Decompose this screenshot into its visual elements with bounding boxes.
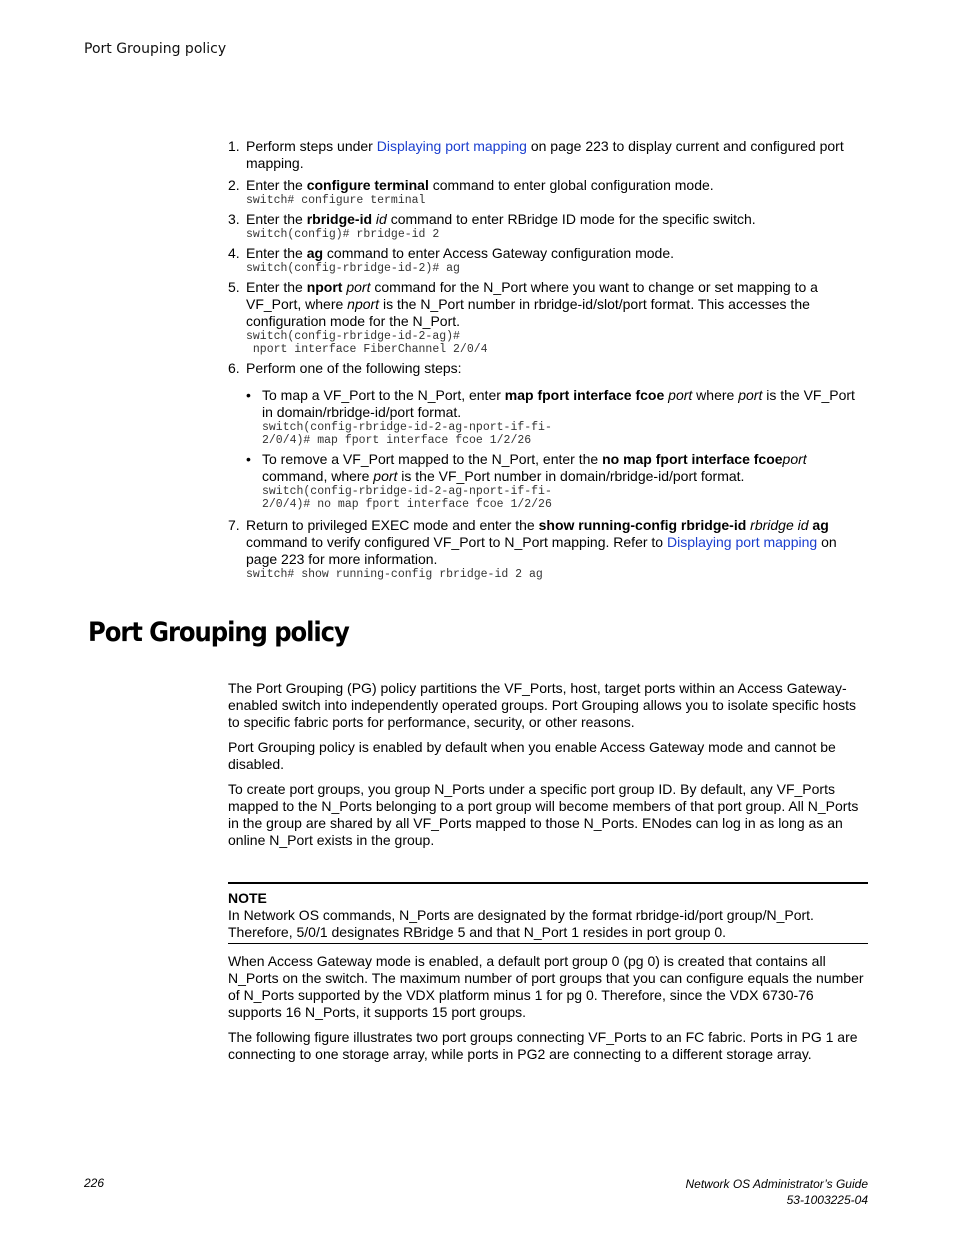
command-name: map fport interface fcoe: [504, 387, 665, 403]
command-name: configure terminal: [306, 177, 429, 193]
option-text: To remove a VF_Port mapped to the N_Port, enter the: [262, 451, 603, 467]
command-name: show running-config rbridge-id: [538, 517, 747, 533]
option-text: is the VF_Port number in domain/rbridge-id/port format.: [397, 468, 745, 484]
bullet-icon: •: [246, 387, 251, 403]
command-arg: id: [372, 211, 387, 227]
command-name: ag: [306, 245, 324, 261]
code-example: 2/0/4)# map fport interface fcoe 1/2/26: [262, 434, 532, 447]
code-example: switch(config-rbridge-id-2-ag-nport-if-fi-: [262, 485, 552, 498]
step-text: Return to privileged EXEC mode and enter the: [246, 517, 539, 533]
step-text: Enter the: [246, 211, 307, 227]
displaying-port-mapping-link[interactable]: Displaying port mapping: [376, 138, 527, 154]
step-2: [228, 177, 868, 207]
step-text: command to enter global configuration mode.: [428, 177, 714, 193]
step-text: command to enter RBridge ID mode for the specific switch.: [386, 211, 756, 227]
code-example: switch(config-rbridge-id-2)# ag: [246, 262, 460, 275]
step-number: 4.: [228, 245, 240, 261]
command-name: ag: [808, 517, 829, 533]
running-header: Port Grouping policy: [84, 41, 227, 57]
step-5: [228, 279, 868, 356]
option-text: command, where: [262, 468, 374, 484]
step-text: Enter the: [246, 279, 307, 295]
command-name: nport: [306, 279, 343, 295]
code-example: nport interface FiberChannel 2/0/4: [246, 343, 488, 356]
command-arg: port: [373, 468, 398, 484]
command-arg: nport: [347, 296, 380, 312]
command-name: no map fport interface fcoe: [602, 451, 783, 467]
step-text: on page 223 to display current and configured port mapping.: [246, 138, 844, 171]
step-3: [228, 211, 868, 241]
option-text: is the VF_Port in domain/rbridge-id/port format.: [262, 387, 855, 420]
command-arg: port: [664, 387, 693, 403]
code-example: switch(config)# rbridge-id 2: [246, 228, 440, 241]
step-number: 1.: [228, 138, 240, 154]
paragraph: The following figure illustrates two port groups connecting VF_Ports to an FC fabric. Ports in PG 1 are connecting to one storage array, while ports in PG2 are connecting to a different storage array.: [228, 1029, 858, 1062]
procedure-steps: [228, 138, 868, 581]
step-text: Enter the: [246, 177, 307, 193]
command-arg: port: [342, 279, 371, 295]
doc-number: 53-1003225-04: [786, 1193, 868, 1207]
step-text: command for the N_Port where you want to change or set mapping to a VF_Port, where: [246, 279, 818, 312]
step-number: 5.: [228, 279, 240, 295]
step-text: Perform one of the following steps:: [246, 360, 462, 376]
command-name: rbridge-id: [306, 211, 373, 227]
page-number: 226: [84, 1176, 105, 1190]
section-heading: Port Grouping policy: [88, 617, 349, 648]
command-arg: port: [738, 387, 763, 403]
paragraph: To create port groups, you group N_Ports under a specific port group ID. By default, any VF_Ports mapped to the N_Ports belonging to a port group will become members of that port group. All N_Ports in the group are shared by all VF_Ports mapped to those N_Ports. ENodes can log in as long as an online N_Port exists in the group.: [228, 781, 859, 848]
footer-doc-info: [685, 1176, 868, 1208]
code-example: switch# configure terminal: [246, 194, 426, 207]
note-text: In Network OS commands, N_Ports are designated by the format rbridge-id/port group/N_Port. Therefore, 5/0/1 designates RBridge 5 and that N_Port 1 resides in port group 0.: [228, 907, 814, 940]
step-number: 6.: [228, 360, 240, 376]
step-text: command to enter Access Gateway configuration mode.: [323, 245, 675, 261]
option-item: [246, 387, 868, 447]
code-example: switch(config-rbridge-id-2-ag)#: [246, 330, 460, 343]
section-body: [228, 680, 868, 1063]
note-box: [228, 882, 868, 944]
paragraph: The Port Grouping (PG) policy partitions the VF_Ports, host, target ports within an Access Gateway-enabled switch into independently operated groups. Port Grouping allows you to isolate specific hosts to specific fabric ports for performance, security, or other reasons.: [228, 680, 857, 730]
step-6: [228, 360, 868, 377]
bullet-icon: •: [246, 451, 251, 467]
code-example: switch(config-rbridge-id-2-ag-nport-if-fi-: [262, 421, 552, 434]
step-text: is the N_Port number in rbridge-id/slot/port format. This accesses the configuration mode for the N_Port.: [246, 296, 810, 329]
step-1: [228, 138, 868, 172]
step-number: 2.: [228, 177, 240, 193]
step-7: [228, 517, 868, 581]
paragraph: When Access Gateway mode is enabled, a default port group 0 (pg 0) is created that contains all N_Ports on the switch. The maximum number of port groups that you can configure equals the number of N_Ports supported by the VDX platform minus 1 for pg 0. Therefore, since the VDX 6730-76 supports 16 N_Ports, it supports 15 port groups.: [228, 953, 864, 1020]
guide-title: Network OS Administrator’s Guide: [685, 1177, 868, 1191]
step-text: Perform steps under: [246, 138, 377, 154]
step-number: 7.: [228, 517, 240, 533]
option-text: To map a VF_Port to the N_Port, enter: [262, 387, 505, 403]
step-text: on page 223 for more information.: [246, 534, 837, 567]
displaying-port-mapping-link[interactable]: Displaying port mapping: [666, 534, 818, 550]
option-list: [228, 387, 868, 511]
option-item: [246, 451, 868, 511]
note-label: NOTE: [228, 890, 267, 906]
step-4: [228, 245, 868, 275]
code-example: switch# show running-config rbridge-id 2 ag: [246, 568, 543, 581]
step-text: Enter the: [246, 245, 307, 261]
paragraph: Port Grouping policy is enabled by default when you enable Access Gateway mode and cannot be disabled.: [228, 739, 836, 772]
command-arg: rbridge id: [746, 517, 809, 533]
step-number: 3.: [228, 211, 240, 227]
step-text: command to verify configured VF_Port to N_Port mapping. Refer to: [246, 534, 667, 550]
option-text: where: [692, 387, 739, 403]
code-example: 2/0/4)# no map fport interface fcoe 1/2/26: [262, 498, 552, 511]
command-arg: port: [782, 451, 807, 467]
